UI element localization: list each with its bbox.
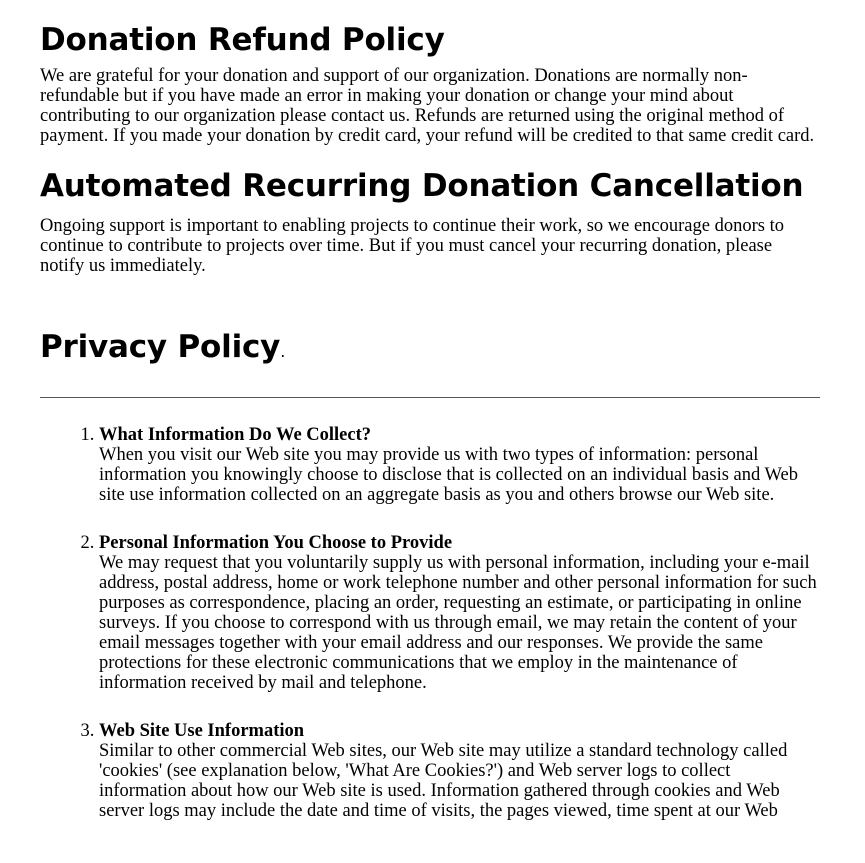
list-item: [99, 721, 820, 821]
list-item-title: 1. What Information Do We Collect?: [99, 425, 371, 445]
privacy-policy-title-suffix: .: [280, 342, 286, 361]
refund-policy-title: Donation Refund Policy: [40, 22, 445, 58]
list-item-title: 3. Web Site Use Information: [99, 721, 305, 741]
list-item-text: We may request that you voluntarily supply us with personal information, including your e-mail address, postal address, home or work telephone number and other personal information for such purposes as correspondence, placing an order, requesting an estimate, or participating in online surveys. If you choose to correspond with us through email, we may retain the content of your email messages together with your email address and our responses. We provide the same protections for these electronic communications that we employ in the maintenance of information received by mail and telephone.: [99, 553, 817, 693]
privacy-policy-title: [40, 327, 820, 372]
list-item-title: 2. Personal Information You Choose to Provide: [99, 533, 453, 553]
privacy-policy-list: [40, 425, 820, 821]
recurring-cancellation-text: Ongoing support is important to enabling projects to continue their work, so we encourage donors to continue to contribute to projects over time. But if you must cancel your recurring donation, please notify us immediately.: [40, 216, 784, 276]
list-item: [99, 533, 820, 693]
list-item: [99, 425, 820, 505]
refund-policy-section: [40, 20, 820, 146]
recurring-cancellation-section: [40, 166, 820, 276]
recurring-cancellation-title: Automated Recurring Donation Cancellation: [40, 168, 804, 204]
privacy-policy-section: [40, 327, 820, 821]
list-item-text: When you visit our Web site you may provide us with two types of information: personal information you knowingly choose to disclose that is collected on an individual basis and Web site use information collected on an aggregate basis as you and others browse our Web site.: [99, 445, 798, 505]
list-item-text: Similar to other commercial Web sites, our Web site may utilize a standard technology called 'cookies' (see explanation below, 'What Are Cookies?') and Web server logs to collect information about how our Web site is used. Information gathered through cookies and Web server logs may include the date and time of visits, the pages viewed, time spent at our Web: [99, 741, 788, 821]
privacy-policy-title-text: Privacy Policy: [40, 329, 281, 365]
main-content: [40, 20, 820, 849]
section-divider: [40, 397, 820, 398]
refund-policy-text: We are grateful for your donation and support of our organization. Donations are normally non-refundable but if you have made an error in making your donation or change your mind about contributing to our organization please contact us. Refunds are returned using the original method of payment. If you made your donation by credit card, your refund will be credited to that same credit card.: [40, 66, 815, 146]
